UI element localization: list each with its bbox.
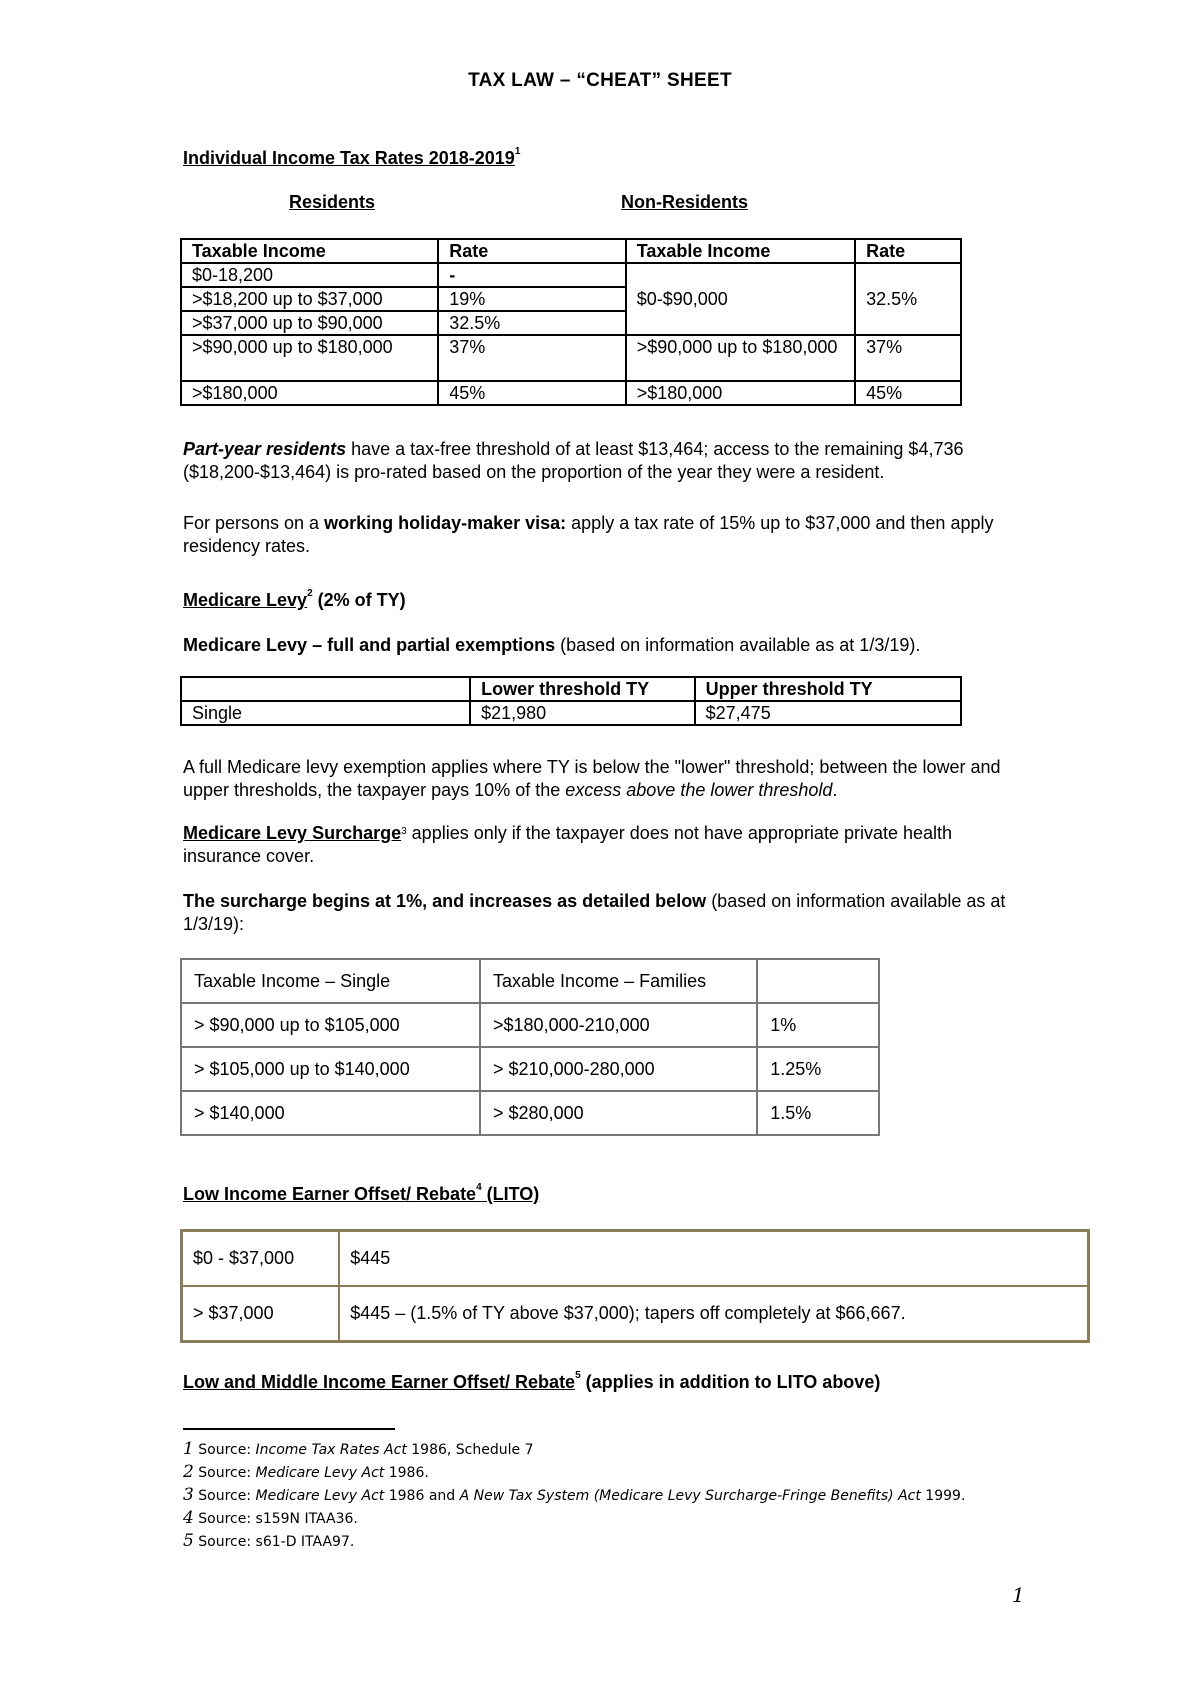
table-cell: 1% [757, 1003, 879, 1047]
table-cell: 1.5% [757, 1091, 879, 1135]
footnote-text: Source: [193, 1465, 256, 1481]
table-row [181, 263, 961, 287]
footnote-3 [183, 1484, 965, 1508]
working-holiday-pre: For persons on a [183, 513, 325, 533]
table-cell: $0-18,200 [181, 263, 438, 287]
footnote-ref-1: 1 [514, 146, 521, 157]
surcharge-text: applies only if the taxpayer does not have appropriate private health insurance cover. [183, 823, 953, 866]
table-cell: 32.5% [438, 311, 625, 335]
table-header-row [181, 677, 961, 701]
surcharge-paragraph [183, 822, 1023, 868]
medicare-levy-heading-suffix: (2% of TY) [312, 590, 406, 610]
column-header: Rate [855, 239, 961, 263]
footnote-number: 4 [183, 1508, 194, 1528]
lmito-heading [183, 1372, 880, 1393]
table-cell: 37% [438, 335, 625, 381]
table-row [182, 1286, 1089, 1342]
column-header [757, 959, 879, 1003]
footnote-text: 1986 and [384, 1488, 460, 1504]
non-residents-label: Non-Residents [621, 192, 749, 212]
column-header: Taxable Income – Single [181, 959, 480, 1003]
table-cell: $445 [339, 1231, 1088, 1287]
table-cell: 19% [438, 287, 625, 311]
lito-heading-suffix: (LITO) [481, 1184, 540, 1204]
footnote-italic: Income Tax Rates Act [255, 1442, 407, 1458]
medicare-exemptions-heading [183, 634, 1083, 657]
income-tax-rates-heading [183, 148, 520, 169]
medicare-thresholds-table [180, 676, 962, 726]
lito-heading-text: Low Income Earner Offset/ Rebate [183, 1184, 477, 1204]
footnote-text: Source: s61-D ITAA97. [193, 1534, 355, 1550]
table-row [181, 701, 961, 725]
surcharge-table [180, 958, 880, 1136]
table-header-row [181, 959, 879, 1003]
table-row [181, 1047, 879, 1091]
table-row [181, 335, 961, 381]
footnote-number: 1 [183, 1439, 194, 1459]
tax-rates-table [180, 238, 962, 406]
column-header: Taxable Income [181, 239, 438, 263]
table-row [182, 1231, 1089, 1287]
table-row [181, 1003, 879, 1047]
lmito-heading-suffix: (applies in addition to LITO above) [580, 1372, 881, 1392]
table-cell: $0-$90,000 [626, 263, 855, 335]
surcharge-intro-paragraph [183, 890, 1013, 936]
footnote-5 [183, 1530, 354, 1554]
surcharge-heading: Medicare Levy Surcharge [183, 823, 402, 843]
footnote-2 [183, 1461, 429, 1485]
table-cell: 1.25% [757, 1047, 879, 1091]
lito-heading [183, 1184, 539, 1205]
table-header-row [181, 239, 961, 263]
table-cell: $21,980 [470, 701, 695, 725]
table-cell: > $280,000 [480, 1091, 757, 1135]
page-number: 1 [1012, 1583, 1025, 1607]
table-cell: > $140,000 [181, 1091, 480, 1135]
table-cell: $27,475 [695, 701, 961, 725]
table-cell: > $105,000 up to $140,000 [181, 1047, 480, 1091]
part-year-residents-paragraph [183, 438, 1023, 484]
footnote-1 [183, 1438, 533, 1462]
table-cell: >$90,000 up to $180,000 [626, 335, 855, 381]
table-row [181, 1091, 879, 1135]
working-holiday-paragraph [183, 512, 1023, 558]
footnote-ref-5: 5 [575, 1370, 581, 1381]
table-cell: Single [181, 701, 470, 725]
lito-table [180, 1229, 1090, 1343]
residents-label: Residents [289, 192, 376, 212]
column-header: Taxable Income – Families [480, 959, 757, 1003]
table-cell: > $90,000 up to $105,000 [181, 1003, 480, 1047]
column-header: Lower threshold TY [470, 677, 695, 701]
footnote-number: 3 [183, 1485, 194, 1505]
column-header: Rate [438, 239, 625, 263]
working-holiday-post: apply a tax rate of 15% up to $37,000 and then apply residency rates. [183, 513, 994, 556]
footnote-italic: A New Tax System (Medicare Levy Surcharge-Fringe Benefits) Act [459, 1488, 921, 1504]
footnote-text: Source: [193, 1442, 256, 1458]
table-cell: >$180,000-210,000 [480, 1003, 757, 1047]
footnote-text: Source: s159N ITAA36. [193, 1511, 358, 1527]
medicare-levy-heading [183, 590, 406, 611]
table-cell: >$180,000 [626, 381, 855, 405]
footnote-4 [183, 1507, 358, 1531]
footnote-text: 1986, Schedule 7 [406, 1442, 534, 1458]
table-cell: >$18,200 up to $37,000 [181, 287, 438, 311]
table-cell: > $37,000 [182, 1286, 340, 1342]
table-cell: - [438, 263, 625, 287]
part-year-residents-label: Part-year residents [183, 439, 347, 459]
column-header [181, 677, 470, 701]
table-cell: 37% [855, 335, 961, 381]
table-cell: >$37,000 up to $90,000 [181, 311, 438, 335]
footnote-italic: Medicare Levy Act [255, 1465, 385, 1481]
footnote-italic: Medicare Levy Act [255, 1488, 385, 1504]
table-cell: >$180,000 [181, 381, 438, 405]
medicare-exemption-text-pre: A full Medicare levy exemption applies where TY is below the "lower" threshold; between the lower and upper thresholds, the taxpayer pays 10% of the [183, 757, 1001, 800]
medicare-exemptions-bold: Medicare Levy – full and partial exemptions [183, 635, 556, 655]
lmito-heading-text: Low and Middle Income Earner Offset/ Rebate [183, 1372, 576, 1392]
footnote-number: 2 [183, 1462, 194, 1482]
medicare-exemption-paragraph [183, 756, 1043, 802]
table-cell: >$90,000 up to $180,000 [181, 335, 438, 381]
table-cell: 32.5% [855, 263, 961, 335]
working-holiday-label: working holiday-maker visa: [324, 513, 567, 533]
table-cell: $445 – (1.5% of TY above $37,000); tapers off completely at $66,667. [339, 1286, 1088, 1342]
page-title: TAX LAW – “CHEAT” SHEET [468, 70, 732, 91]
footnote-ref-3: 3 [401, 826, 407, 837]
footnote-text: Source: [193, 1488, 256, 1504]
footnote-text: 1999. [920, 1488, 966, 1504]
column-header: Taxable Income [626, 239, 855, 263]
table-row [181, 381, 961, 405]
footnote-text: 1986. [384, 1465, 429, 1481]
table-cell: 45% [438, 381, 625, 405]
table-cell: 45% [855, 381, 961, 405]
income-tax-rates-heading-text: Individual Income Tax Rates 2018-2019 [183, 148, 515, 168]
footnote-ref-2: 2 [307, 588, 313, 599]
footnote-divider [183, 1428, 395, 1430]
medicare-levy-heading-text: Medicare Levy [183, 590, 308, 610]
column-header: Upper threshold TY [695, 677, 961, 701]
footnote-number: 5 [183, 1531, 194, 1551]
medicare-exemptions-rest: (based on information available as at 1/3/19). [555, 635, 921, 655]
medicare-exemption-text-italic: excess above the lower threshold [565, 780, 833, 800]
table-cell: $0 - $37,000 [182, 1231, 340, 1287]
part-year-residents-text: have a tax-free threshold of at least $13,464; access to the remaining $4,736 ($18,200-$13,464) is pro-rated based on the proportion of the year they were a resident. [183, 439, 964, 482]
surcharge-intro-bold: The surcharge begins at 1%, and increases as detailed below [183, 891, 707, 911]
table-cell: > $210,000-280,000 [480, 1047, 757, 1091]
medicare-exemption-text-post: . [832, 780, 838, 800]
footnote-ref-4: 4 [476, 1182, 482, 1193]
surcharge-intro-rest: (based on information available as at 1/3/19): [183, 891, 1006, 934]
